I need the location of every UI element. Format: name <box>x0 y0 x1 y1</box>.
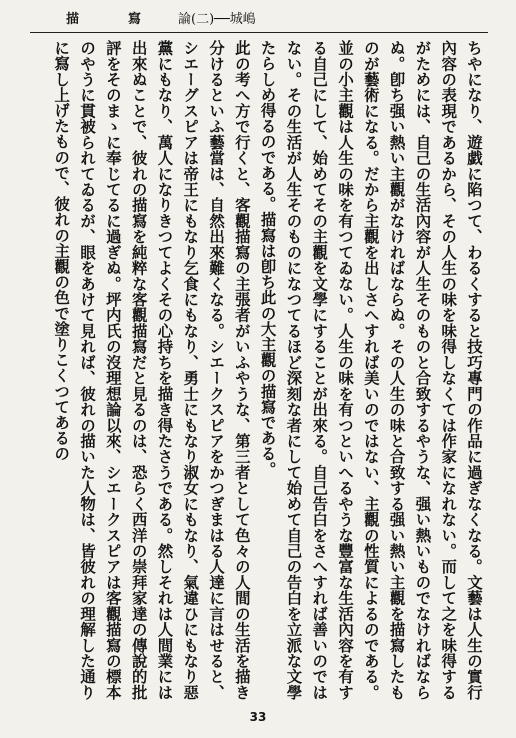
header-rule <box>30 32 488 33</box>
running-title-right: 寫 <box>128 12 144 27</box>
running-subtitle: 論(二)──城嶋 <box>178 12 256 27</box>
page-number: 33 <box>249 710 267 724</box>
paragraph-1: ちやになり、遊戯に陷つて、わるくすると技巧專門の作品に過ぎなくなる。文藝は人生の實行內容の表現であるから、その人生の味を味得しなくては作家になれない。而して之を味得するがためには、自己の生活內容が人生そのものと合致するやうな、强い熱いものでなければならぬ。卽ち强い熱い主觀がなければならぬ。その人生の味と合致する强い熱い主觀を描寫したものが藝術になる。だから主觀を出しさへすれば美いのではない、主觀の性質によるのである。並の小主觀は人生の味を有つてゐない。人生の味を有つといへるやうな豐富な生活內容を有する自己にして、始めてその主觀を文學にすることが出來る。自己告白をさへすれば善いのではない。その生活が人生そのものになつてるほど深刻な者にして始めて自己の告白を立派な文學たらしめ得るのである。描寫は卽ち此の大主觀の描寫である。 <box>258 40 483 700</box>
body-text <box>30 40 486 700</box>
paragraph-2: 此の考へ方で行くと、客觀描寫の主張者がいふやうな、第三者として色々の人間の生活を描き分けるといふ藝當は、自然出來難くなる。シエークスピアをかつぎまはる人達に言はせると、シエーグスピアは帝王にもなり乞食にもなり、勇士にもなり淑女にもなり、氣違ひにもなり惡黨にもなり、萬人になりきつてよくその心持ちを描き得たさうである。然しそれは人間業には出來ぬことで、彼れの描寫を純粹な客觀描寫だと見るのは、恐らく西洋の崇拜家達の傳說的批評をそのまゝに奉じてるに過ぎぬ。坪内氏の沒理想論以來、シエークスピアは客觀描寫の標本のやうに貫被られてゐるが、眼をあけて見れば、彼れの描いた人物は、皆彼れの理解した通りに寫し上げたもので、彼れの主觀の色で塗りこくつてあるの <box>52 40 251 700</box>
running-title-left: 描 <box>66 12 82 27</box>
